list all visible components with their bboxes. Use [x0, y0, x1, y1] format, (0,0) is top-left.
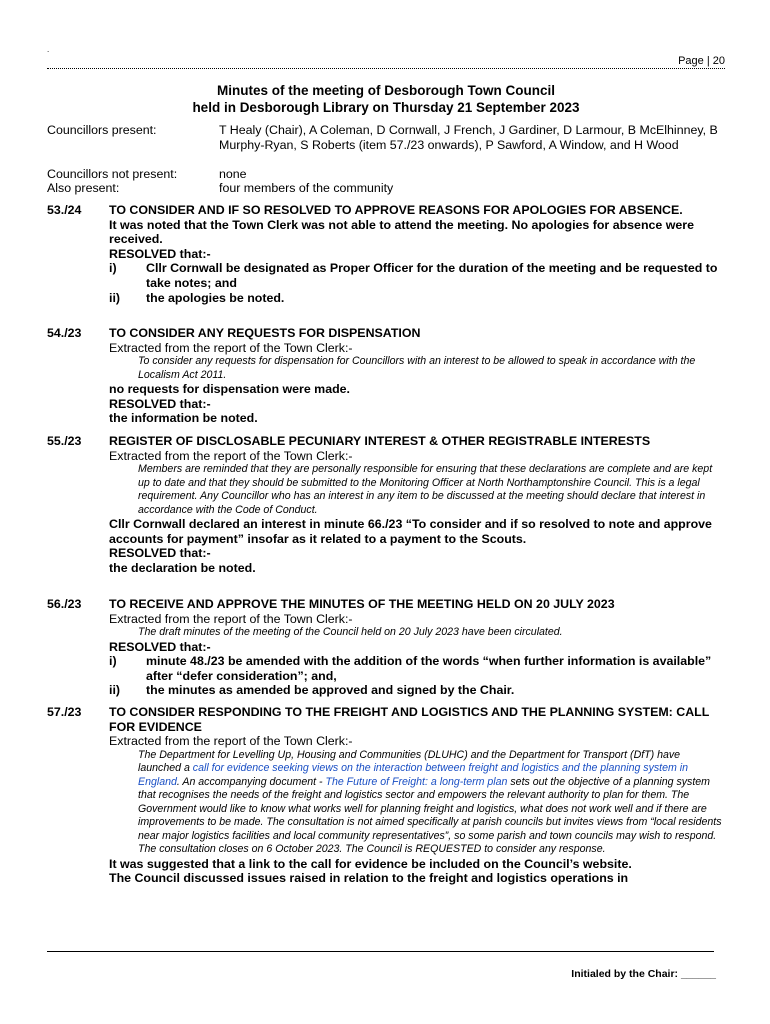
title-line-1: Minutes of the meeting of Desborough Town Council — [217, 83, 555, 98]
item-heading: TO CONSIDER AND IF SO RESOLVED TO APPROVE REASONS FOR APOLOGIES FOR ABSENCE. — [109, 203, 683, 217]
also-present — [47, 181, 725, 196]
item-number: 53./24 — [47, 203, 82, 217]
extract-text: . An accompanying document - — [176, 775, 326, 788]
also-present-value: four members of the community — [219, 181, 394, 195]
report-extract: The draft minutes of the meeting of the Council held on 20 July 2023 have been circulated. — [138, 626, 563, 639]
also-present-label: Also present: — [47, 181, 120, 195]
item-number: 57./23 — [47, 705, 82, 719]
item-heading: TO RECEIVE AND APPROVE THE MINUTES OF THE MEETING HELD ON 20 JULY 2023 — [109, 597, 615, 611]
resolution-text: Cllr Cornwall be designated as Proper Officer for the duration of the meeting and be requested to take notes; and — [146, 261, 718, 290]
resolution-point — [109, 683, 725, 698]
extract-label: Extracted from the report of the Town Clerk:- — [109, 734, 353, 749]
extract-label: Extracted from the report of the Town Clerk:- — [109, 448, 353, 463]
not-present-value: none — [219, 167, 247, 181]
footer-divider — [47, 951, 714, 952]
extract-label: Extracted from the report of the Town Clerk:- — [109, 340, 353, 355]
resolved-label: RESOLVED that:- — [109, 639, 211, 654]
resolution-text: the minutes as amended be approved and signed by the Chair. — [146, 683, 515, 698]
present-value: T Healy (Chair), A Coleman, D Cornwall, J French, J Gardiner, D Larmour, B McElhinney, B Murphy-Ryan, S Roberts (item 57./23 onwards), P Sawford, A Window, and H Wood — [219, 123, 718, 152]
resolution-text: the apologies be noted. — [146, 290, 285, 305]
page-number: Page | 20 — [678, 55, 725, 67]
minute-item-57 — [47, 705, 725, 886]
resolution-marker: ii) — [109, 290, 121, 305]
minute-item-55 — [47, 434, 725, 576]
resolution-point — [109, 261, 725, 290]
report-extract: To consider any requests for dispensation for Councillors with an interest to be allowed to speak in accordance with the Localism Act 2011. — [138, 355, 696, 381]
item-text: It was suggested that a link to the call for evidence be included on the Council’s website. — [109, 856, 632, 871]
item-text: It was noted that the Town Clerk was not able to attend the meeting. No apologies for absence were received. — [109, 217, 694, 247]
not-present-label: Councillors not present: — [47, 167, 178, 181]
resolution-marker: i) — [109, 261, 117, 276]
resolved-label: RESOLVED that:- — [109, 396, 211, 411]
extract-label: Extracted from the report of the Town Clerk:- — [109, 611, 353, 626]
report-extract: Members are reminded that they are personally responsible for ensuring that these declarations are complete and are kept up to date and that they should be submitted to the Monitoring Officer at North Northamptonshire Council. This is a legal requirement. Any Councillor who has an interest in any item to be discussed at the meeting should declare that interest in accordance with the Code of Conduct. — [138, 463, 713, 516]
document-title — [47, 82, 725, 116]
title-line-2: held in Desborough Library on Thursday 21 September 2023 — [192, 100, 580, 115]
item-heading: REGISTER OF DISCLOSABLE PECUNIARY INTEREST & OTHER REGISTRABLE INTERESTS — [109, 434, 651, 448]
present-label: Councillors present: — [47, 123, 157, 137]
item-text: no requests for dispensation were made. — [109, 382, 350, 397]
item-number: 55./23 — [47, 434, 82, 448]
item-text: Cllr Cornwall declared an interest in minute 66./23 “To consider and if so resolved to note and approve accounts for payment” insofar as it related to a payment to the Scouts. — [109, 517, 712, 546]
resolution-marker: ii) — [109, 683, 121, 698]
minute-item-53 — [47, 203, 725, 305]
minute-item-56 — [47, 597, 725, 698]
item-number: 56./23 — [47, 597, 82, 611]
header-divider — [47, 68, 725, 69]
resolved-label: RESOLVED that:- — [109, 546, 211, 561]
resolution-point — [109, 291, 725, 306]
item-heading: TO CONSIDER RESPONDING TO THE FREIGHT AND LOGISTICS AND THE PLANNING SYSTEM: CALL FOR EVIDENCE — [109, 705, 710, 734]
councillors-present — [47, 123, 725, 167]
minute-item-54 — [47, 326, 725, 426]
resolution-text: minute 48./23 be amended with the addition of the words “when further information is available” after “defer consideration”; and, — [146, 654, 712, 683]
item-number: 54./23 — [47, 326, 82, 340]
councillors-not-present — [47, 167, 725, 182]
resolution-text: the declaration be noted. — [109, 560, 256, 575]
item-text: The Council discussed issues raised in relation to the freight and logistics operations in — [109, 871, 629, 886]
future-of-freight-link[interactable]: The Future of Freight: a long-term plan — [325, 775, 508, 788]
extract-text: The Department for Levelling Up, Housing and Communities (DLUHC) and the Department for Transport (DfT) have launched a — [138, 748, 681, 775]
header-mark: . — [47, 45, 50, 54]
extract-text: sets out the objective of a planning system that recognises the needs of the freight and logistics sector and empowers the relevant authority to plan for them. The Government would like to know what works well for planning freight and logistics, what does not work well and if there are improvements to be made. The consultation is not aimed specifically at parish councils but invites views from “local residents near major logistics facilities and local community representatives”, so some parish and town councils may wish to respond. The consultation closes on 6 October 2023. The Council is REQUESTED to consider any response. — [138, 775, 722, 856]
report-extract — [138, 749, 725, 857]
resolution-point — [109, 654, 725, 683]
resolution-marker: i) — [109, 654, 117, 669]
item-heading: TO CONSIDER ANY REQUESTS FOR DISPENSATION — [109, 326, 421, 340]
resolved-label: RESOLVED that:- — [109, 246, 211, 261]
resolution-text: the information be noted. — [109, 411, 258, 426]
call-for-evidence-link[interactable]: call for evidence seeking views on the interaction between freight and logistics and the planning system in England — [138, 762, 689, 788]
chair-initials: Initialed by the Chair: ______ — [571, 968, 716, 980]
